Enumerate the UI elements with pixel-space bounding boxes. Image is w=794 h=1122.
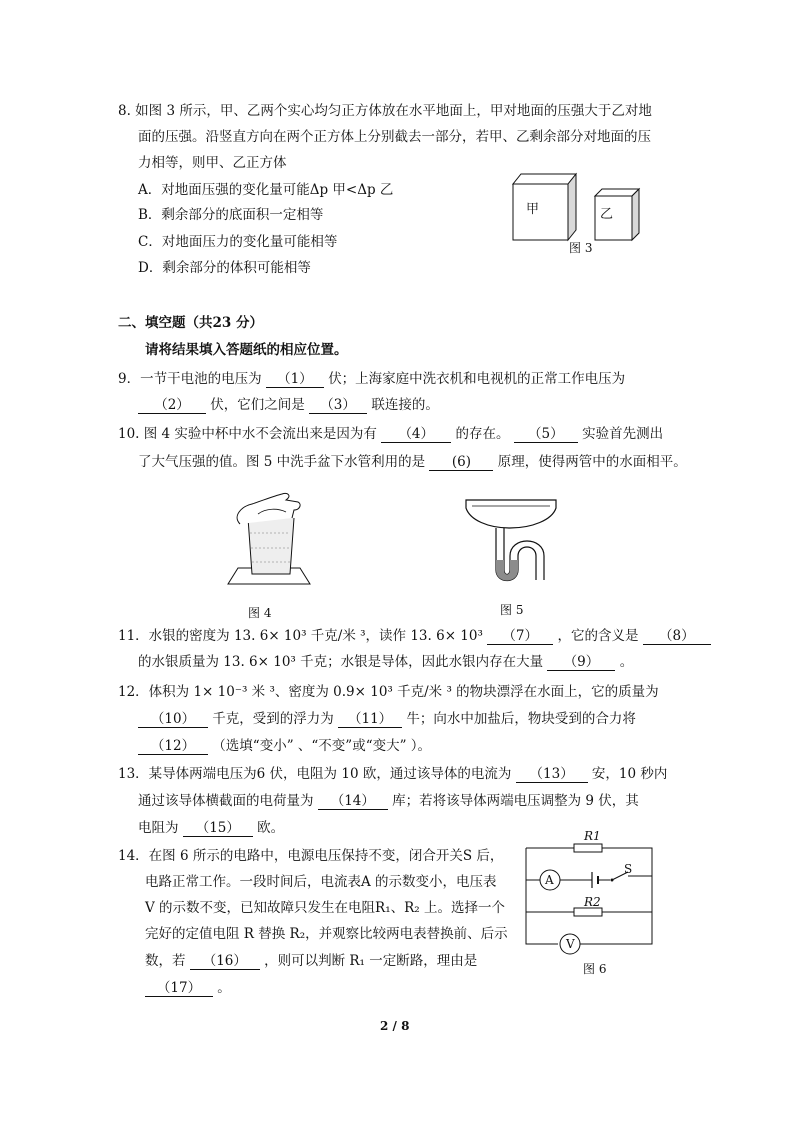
q14-line6 bbox=[145, 978, 231, 998]
blank-2[interactable]: （2） bbox=[138, 397, 206, 414]
blank-4[interactable]: （4） bbox=[381, 426, 451, 443]
r1-label: R1 bbox=[584, 829, 601, 843]
blank-15[interactable]: （15） bbox=[183, 820, 253, 837]
q8-option-c: C．对地面压力的变化量可能相等 bbox=[138, 234, 338, 250]
q14-text-l5a: 数，若 bbox=[145, 953, 186, 969]
q9-text-a: 9．一节干电池的电压为 bbox=[118, 371, 262, 387]
figure-3-caption: 图 3 bbox=[569, 241, 593, 255]
q8-line2: 面的压强。沿竖直方向在两个正方体上分别截去一部分，若甲、乙剩余部分对地面的压 bbox=[138, 129, 651, 145]
r2-label: R2 bbox=[584, 895, 601, 909]
cube-yi-label: 乙 bbox=[600, 207, 614, 222]
blank-5[interactable]: （5） bbox=[514, 426, 578, 443]
q12-line3 bbox=[138, 736, 431, 756]
q14-line3: V 的示数不变，已知故障只发生在电阻R₁、R₂ 上。选择一个 bbox=[145, 900, 505, 916]
blank-12[interactable]: （12） bbox=[138, 738, 208, 755]
q8-option-d: D．剩余部分的体积可能相等 bbox=[138, 260, 311, 276]
blank-10[interactable]: （10） bbox=[138, 711, 208, 728]
q11-text-d: 的水银质量为 13. 6× 10³ 千克；水银是导体，因此水银内存在大量 bbox=[138, 654, 544, 670]
q10-text-f: 原理，使得两管中的水面相平。 bbox=[497, 454, 687, 470]
figure-4-caption: 图 4 bbox=[248, 606, 272, 620]
section-title: 二、填空题（共23 分） bbox=[118, 315, 263, 331]
q14-text-l5b: ，则可以判断 R₁ 一定断路，理由是 bbox=[264, 953, 478, 969]
blank-3[interactable]: （3） bbox=[309, 397, 367, 414]
section-instruction: 请将结果填入答题纸的相应位置。 bbox=[145, 342, 348, 358]
q14-line1: 14．在图 6 所示的电路中，电源电压保持不变，闭合开关S 后， bbox=[118, 848, 504, 864]
q9-text-d: 伏，它们之间是 bbox=[210, 397, 305, 413]
q10-line2 bbox=[138, 452, 687, 472]
blank-7[interactable]: （7） bbox=[487, 628, 553, 645]
q12-line1: 12．体积为 1× 10⁻³ 米 ³、密度为 0.9× 10³ 千克/米 ³ 的物块漂浮在水面上，它的质量为 bbox=[118, 684, 659, 700]
q13-text-d: 通过该导体横截面的电荷量为 bbox=[138, 793, 314, 809]
ammeter-label: A bbox=[545, 873, 554, 887]
blank-6[interactable]: (6) bbox=[429, 454, 493, 471]
q13-text-c: 安，10 秒内 bbox=[591, 766, 668, 782]
q9-line1 bbox=[118, 369, 625, 389]
q13-line1 bbox=[118, 764, 667, 784]
q14-text-l6: 。 bbox=[217, 980, 231, 996]
page-number: 2 / 8 bbox=[380, 1019, 410, 1033]
q9-text-c: 伏；上海家庭中洗衣机和电视机的正常工作电压为 bbox=[328, 371, 626, 387]
q14-line4: 完好的定值电阻 R 替换 R₂，并观察比较两电表替换前、后示 bbox=[145, 926, 508, 942]
voltmeter-label: V bbox=[566, 937, 575, 951]
q10-text-d: 实验首先测出 bbox=[582, 426, 664, 442]
q11-text-e: 。 bbox=[619, 654, 634, 670]
figure-5-caption: 图 5 bbox=[500, 603, 524, 617]
blank-9[interactable]: （9） bbox=[547, 654, 615, 671]
blank-8[interactable]: （8） bbox=[643, 628, 711, 645]
q8-option-a: A．对地面压强的变化量可能Δp 甲<Δp 乙 bbox=[138, 182, 394, 198]
q11-text-c: ，它的含义是 bbox=[557, 628, 639, 644]
q11-line1 bbox=[118, 626, 711, 646]
blank-11[interactable]: （11） bbox=[338, 711, 402, 728]
blank-16[interactable]: （16） bbox=[190, 953, 260, 970]
q10-text-c: 的存在。 bbox=[455, 426, 510, 442]
q12-line2 bbox=[138, 709, 636, 729]
blank-13[interactable]: （13） bbox=[516, 766, 588, 783]
blank-1[interactable]: （1） bbox=[266, 371, 324, 388]
q9-line2 bbox=[138, 395, 439, 415]
figure-4-cup-experiment bbox=[222, 488, 322, 593]
q12-text-e: （选填“变小” 、“不变”或“变大” ）。 bbox=[212, 738, 432, 754]
q12-text-c: 千克，受到的浮力为 bbox=[212, 711, 334, 727]
q10-line1 bbox=[118, 424, 663, 444]
switch-label: S bbox=[624, 862, 633, 876]
blank-14[interactable]: （14） bbox=[318, 793, 388, 810]
q13-text-g: 欧。 bbox=[257, 820, 285, 836]
q10-text-a: 10. 图 4 实验中杯中水不会流出来是因为有 bbox=[118, 426, 377, 442]
q14-line2: 电路正常工作。一段时间后，电流表A 的示数变小，电压表 bbox=[145, 874, 497, 890]
q8-line1: 8. 如图 3 所示，甲、乙两个实心均匀正方体放在水平地面上，甲对地面的压强大于乙对地 bbox=[118, 103, 652, 119]
figure-6-caption: 图 6 bbox=[583, 962, 607, 976]
q11-text-a: 11．水银的密度为 13. 6× 10³ 千克/米 ³，读作 13. 6× 10³ bbox=[118, 628, 483, 644]
q13-line2 bbox=[138, 791, 639, 811]
q14-line5 bbox=[145, 951, 477, 971]
q13-text-a: 13．某导体两端电压为6 伏，电阻为 10 欧，通过该导体的电流为 bbox=[118, 766, 512, 782]
q13-line3 bbox=[138, 818, 284, 838]
q9-text-e: 联连接的。 bbox=[371, 397, 439, 413]
q13-text-f: 电阻为 bbox=[138, 820, 179, 836]
q10-text-e: 了大气压强的值。图 5 中洗手盆下水管利用的是 bbox=[138, 454, 426, 470]
figure-5-sink-trap bbox=[462, 492, 562, 597]
q12-text-d: 牛；向水中加盐后，物块受到的合力将 bbox=[406, 711, 636, 727]
cube-jia-label: 甲 bbox=[526, 202, 540, 217]
blank-17[interactable]: （17） bbox=[145, 980, 213, 997]
q8-option-b: B．剩余部分的底面积一定相等 bbox=[138, 207, 324, 223]
q11-line2 bbox=[138, 652, 633, 672]
q8-line3: 力相等，则甲、乙正方体 bbox=[138, 155, 287, 171]
q13-text-e: 库；若将该导体两端电压调整为 9 伏，其 bbox=[392, 793, 639, 809]
